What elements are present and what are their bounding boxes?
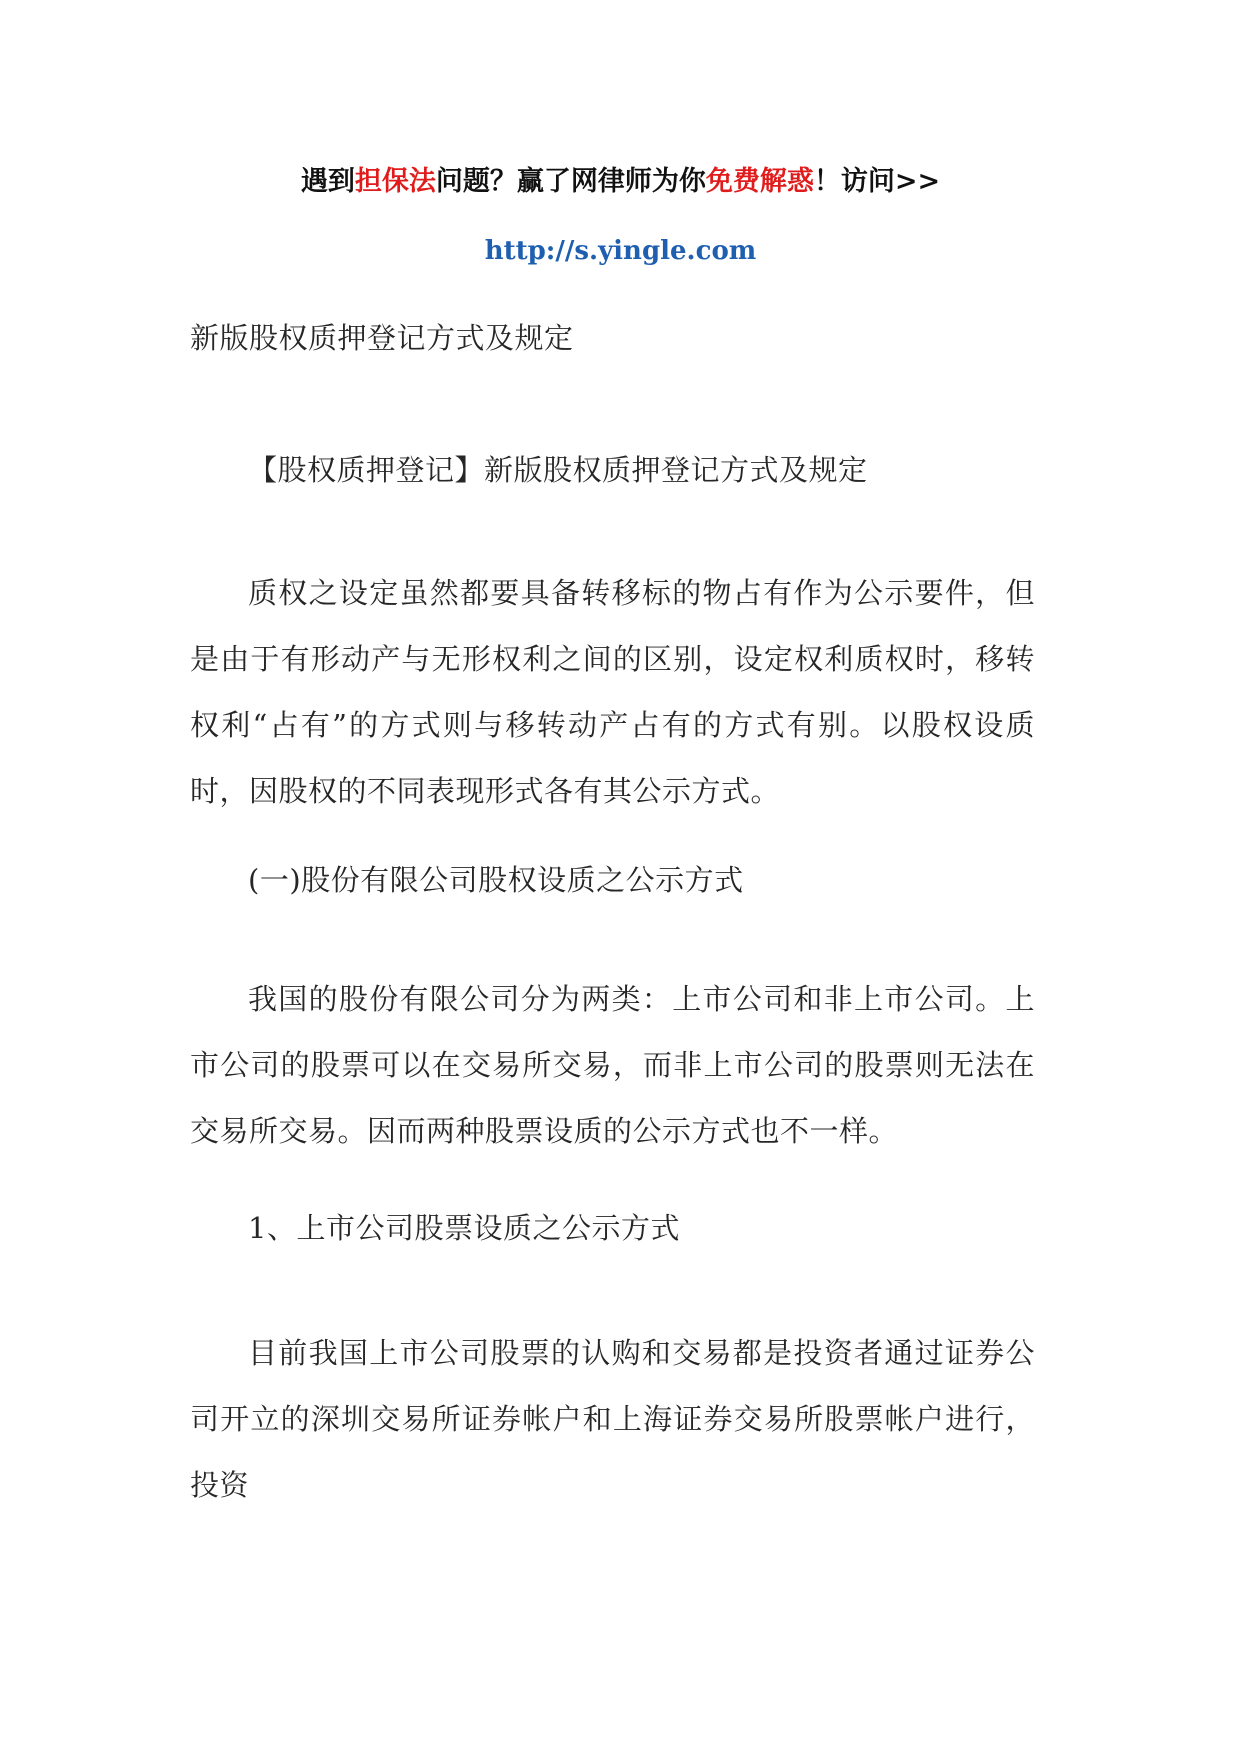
document-heading: 【股权质押登记】新版股权质押登记方式及规定 bbox=[248, 453, 868, 487]
document-title: 新版股权质押登记方式及规定 bbox=[190, 321, 574, 355]
banner-text-3: ！访问>> bbox=[813, 166, 941, 197]
promo-banner[interactable] bbox=[0, 162, 1241, 202]
promo-link[interactable]: http://s.yingle.com bbox=[484, 236, 757, 266]
paragraph-1: 质权之设定虽然都要具备转移标的物占有作为公示要件，但是由于有形动产与无形权利之间的区别，设定权利质权时，移转权利“占有”的方式则与移转动产占有的方式有别。以股权设质时，因股权的不同表现形式各有其公示方式。 bbox=[190, 576, 1035, 808]
banner-text-1: 遇到 bbox=[300, 166, 355, 197]
banner-text-2: 问题？赢了网律师为你 bbox=[435, 166, 706, 197]
banner-highlight-free: 免费解惑 bbox=[705, 166, 814, 197]
section-title-1: (一)股份有限公司股权设质之公示方式 bbox=[248, 863, 744, 897]
paragraph-2: 我国的股份有限公司分为两类：上市公司和非上市公司。上市公司的股票可以在交易所交易，而非上市公司的股票则无法在交易所交易。因而两种股票设质的公示方式也不一样。 bbox=[190, 982, 1035, 1148]
paragraph-3: 目前我国上市公司股票的认购和交易都是投资者通过证券公司开立的深圳交易所证券帐户和上海证券交易所股票帐户进行，投资 bbox=[190, 1336, 1035, 1502]
banner-highlight-law: 担保法 bbox=[354, 166, 436, 197]
subsection-title-1: 1、上市公司股票设质之公示方式 bbox=[248, 1211, 680, 1245]
